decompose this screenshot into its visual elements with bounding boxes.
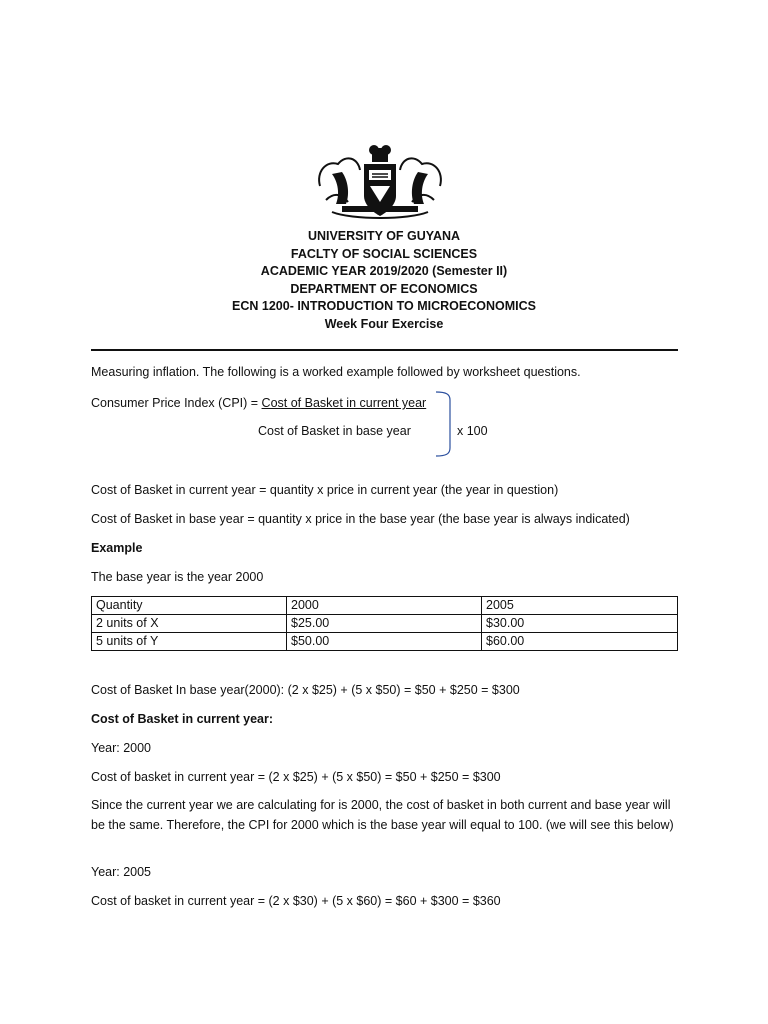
week-title: Week Four Exercise <box>324 316 444 331</box>
cpi-numerator: Cost of Basket in current year <box>261 396 427 410</box>
cpi-formula-line <box>91 395 426 411</box>
table-cell: $25.00 <box>287 615 482 633</box>
table-cell: 5 units of Y <box>92 633 287 651</box>
definition-current-year: Cost of Basket in current year = quantity x price in current year (the year in question) <box>91 483 559 497</box>
intro-text: Measuring inflation. The following is a worked example followed by worksheet questions. <box>91 365 581 379</box>
faculty-name: FACLTY OF SOCIAL SCIENCES <box>290 246 478 261</box>
table-header-row <box>92 597 678 615</box>
university-name: UNIVERSITY OF GUYANA <box>307 229 461 243</box>
academic-year: ACADEMIC YEAR 2019/2020 (Semester II) <box>260 264 508 278</box>
department-name: DEPARTMENT OF ECONOMICS <box>290 281 478 296</box>
formula-bracket <box>434 390 458 458</box>
table-row <box>92 615 678 633</box>
year-2005-label: Year: 2005 <box>91 865 152 879</box>
document-header <box>0 228 768 333</box>
base-year-note: The base year is the year 2000 <box>91 570 264 584</box>
price-table <box>91 596 678 651</box>
cpi-label: Consumer Price Index (CPI) = <box>91 396 262 410</box>
current-year-heading: Cost of Basket in current year: <box>91 712 273 726</box>
table-row <box>92 633 678 651</box>
definition-base-year: Cost of Basket in base year = quantity x price in the base year (the base year is always indicated) <box>91 512 630 526</box>
course-title: ECN 1200- INTRODUCTION TO MICROECONOMICS <box>232 299 536 313</box>
example-heading: Example <box>91 541 143 555</box>
cpi-multiplier: x 100 <box>457 424 488 438</box>
explanation-paragraph: Since the current year we are calculating for is 2000, the cost of basket in both current and base year will be the same. Therefore, the CPI for 2000 which is the base year will equal to 100. (we will see this below) <box>91 798 674 832</box>
table-cell: 2 units of X <box>92 615 287 633</box>
university-crest-logo <box>312 142 448 224</box>
year-2000-calculation: Cost of basket in current year = (2 x $25) + (5 x $50) = $50 + $250 = $300 <box>91 770 501 784</box>
base-year-calculation: Cost of Basket In base year(2000): (2 x $25) + (5 x $50) = $50 + $250 = $300 <box>91 683 520 697</box>
table-cell: $60.00 <box>482 633 678 651</box>
header-divider <box>91 349 678 351</box>
table-header-cell: 2005 <box>482 597 678 615</box>
table-cell: $50.00 <box>287 633 482 651</box>
table-header-cell: Quantity <box>92 597 287 615</box>
year-2005-calculation: Cost of basket in current year = (2 x $30) + (5 x $60) = $60 + $300 = $360 <box>91 894 501 908</box>
cpi-denominator: Cost of Basket in base year <box>258 424 411 438</box>
year-2000-label: Year: 2000 <box>91 741 152 755</box>
table-header-cell: 2000 <box>287 597 482 615</box>
table-cell: $30.00 <box>482 615 678 633</box>
